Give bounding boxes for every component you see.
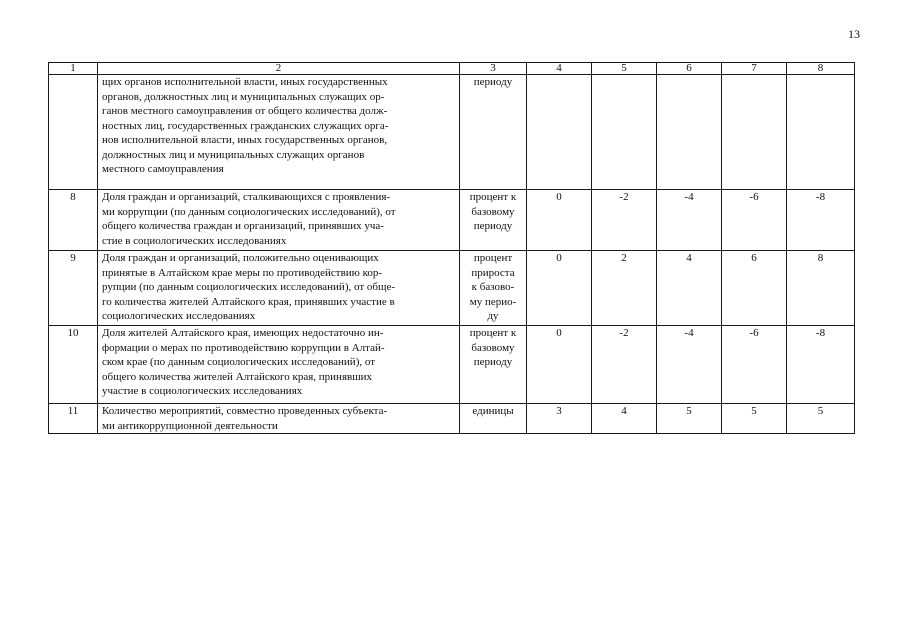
unit-line: процент к — [469, 327, 517, 339]
unit-line: периоду — [473, 356, 513, 368]
header-cell: 5 — [592, 63, 657, 75]
header-cell: 6 — [657, 63, 722, 75]
unit-cell — [460, 404, 527, 434]
indicator-line: нов исполнительной власти, иных государственных органов, — [102, 134, 388, 146]
value-cell: 5 — [657, 404, 722, 434]
unit-line: процент — [473, 252, 513, 264]
unit-line: базовому — [471, 205, 515, 218]
value-cell: 0 — [527, 251, 592, 326]
indicator-line: ми антикоррупционной деятельности — [102, 419, 278, 432]
value-cell: 5 — [722, 404, 787, 434]
indicator-line: общего количества граждан и организаций, принявших уча- — [102, 220, 384, 232]
unit-line: к базово- — [471, 281, 515, 293]
value-cell: 8 — [787, 251, 855, 326]
unit-line: базовому — [471, 341, 515, 354]
indicator-cell — [98, 190, 460, 251]
value-cell: 4 — [592, 404, 657, 434]
value-cell: 6 — [722, 251, 787, 326]
table-header-row — [49, 63, 855, 75]
indicator-line: Количество мероприятий, совместно проведенных субъекта- — [102, 405, 388, 417]
header-cell: 3 — [460, 63, 527, 75]
unit-line: единицы — [472, 405, 514, 417]
table-row — [49, 75, 855, 190]
indicator-cell — [98, 251, 460, 326]
table-row — [49, 326, 855, 404]
table-row — [49, 190, 855, 251]
indicator-line: должностных лиц и муниципальных служащих органов — [102, 148, 365, 161]
unit-cell — [460, 190, 527, 251]
indicator-cell — [98, 75, 460, 190]
indicator-line: органов, должностных лиц и муниципальных служащих ор- — [102, 90, 385, 103]
table-row — [49, 251, 855, 326]
unit-line: ду — [487, 310, 499, 322]
value-cell — [787, 75, 855, 190]
value-cell: 0 — [527, 190, 592, 251]
value-cell: -2 — [592, 326, 657, 404]
indicator-line: ганов местного самоуправления от общего количества долж- — [102, 105, 388, 117]
indicator-line: щих органов исполнительной власти, иных государственных — [102, 76, 388, 88]
indicator-cell — [98, 404, 460, 434]
indicator-line: Доля жителей Алтайского края, имеющих недостаточно ин- — [102, 327, 384, 339]
row-number-cell: 11 — [49, 404, 98, 434]
indicator-line: участие в социологических исследованиях — [102, 385, 303, 397]
page-number: 13 — [848, 27, 860, 41]
indicator-line: формации о мерах по противодействию коррупции в Алтай- — [102, 341, 385, 354]
indicator-line: го количества жителей Алтайского края, принявших участие в — [102, 295, 395, 308]
indicator-line: ностных лиц, государственных гражданских служащих орга- — [102, 119, 389, 132]
value-cell: -8 — [787, 326, 855, 404]
row-number-cell — [49, 75, 98, 190]
header-cell: 2 — [98, 63, 460, 75]
value-cell: -6 — [722, 190, 787, 251]
value-cell: 3 — [527, 404, 592, 434]
unit-cell — [460, 75, 527, 190]
value-cell — [592, 75, 657, 190]
value-cell: 5 — [787, 404, 855, 434]
value-cell: 0 — [527, 326, 592, 404]
unit-line: прироста — [471, 266, 515, 279]
value-cell: -4 — [657, 190, 722, 251]
indicator-line: ми коррупции (по данным социологических исследований), от — [102, 205, 396, 218]
unit-cell — [460, 326, 527, 404]
indicators-table — [48, 62, 855, 434]
indicator-line: ском крае (по данным социологических исследований), от — [102, 356, 376, 368]
unit-line: периоду — [473, 220, 513, 232]
value-cell: -8 — [787, 190, 855, 251]
row-number-cell: 8 — [49, 190, 98, 251]
value-cell: -4 — [657, 326, 722, 404]
value-cell: -6 — [722, 326, 787, 404]
value-cell — [722, 75, 787, 190]
row-number-cell: 10 — [49, 326, 98, 404]
indicator-line: Доля граждан и организаций, положительно оценивающих — [102, 252, 379, 264]
table-row — [49, 404, 855, 434]
unit-line: му перио- — [469, 295, 517, 308]
row-number-cell: 9 — [49, 251, 98, 326]
value-cell — [527, 75, 592, 190]
value-cell: -2 — [592, 190, 657, 251]
indicator-line: местного самоуправления — [102, 163, 224, 175]
value-cell: 2 — [592, 251, 657, 326]
value-cell — [657, 75, 722, 190]
indicator-line: рупции (по данным социологических исследований), от обще- — [102, 281, 396, 293]
indicator-cell — [98, 326, 460, 404]
indicator-line: Доля граждан и организаций, сталкивающихся с проявления- — [102, 191, 391, 203]
indicator-line: принятые в Алтайском крае меры по противодействию кор- — [102, 266, 383, 279]
header-cell: 4 — [527, 63, 592, 75]
indicator-line: общего количества жителей Алтайского края, принявших — [102, 370, 373, 383]
unit-line: периоду — [473, 76, 513, 88]
unit-cell — [460, 251, 527, 326]
indicator-line: социологических исследованиях — [102, 310, 256, 322]
indicator-line: стие в социологических исследованиях — [102, 234, 287, 247]
value-cell: 4 — [657, 251, 722, 326]
header-cell: 7 — [722, 63, 787, 75]
header-cell: 8 — [787, 63, 855, 75]
header-cell: 1 — [49, 63, 98, 75]
unit-line: процент к — [469, 191, 517, 203]
